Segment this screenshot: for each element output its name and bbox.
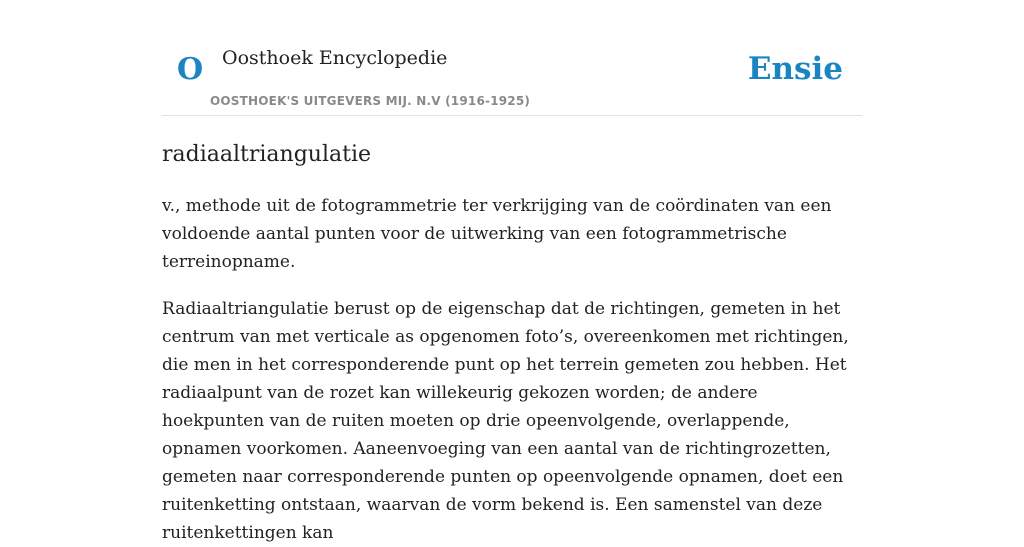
article-paragraph: v., methode uit de fotogrammetrie ter verkrijging van de coördinaten van een voldoende aantal punten voor de uitwerking van een fotogrammetrische terreinopname.	[162, 196, 832, 272]
article-paragraph: Radiaaltriangulatie berust op de eigenschap dat de richtingen, gemeten in het centrum van met verticale as opgenomen foto’s, overeenkomen met richtingen, die men in het corresponderende punt op het terrein gemeten zou hebben. Het radiaalpunt van de rozet kan willekeurig gekozen worden; de andere hoekpunten van de ruiten moeten op drie opeenvolgende, overlappende, opnamen voorkomen. Aaneenvoeging van een aantal van de richtingrozetten, gemeten naar corresponderende punten op opeenvolgende opnamen, doet een ruitenketting ontstaan, waarvan de vorm bekend is. Een samenstel van deze ruitenkettingen kan	[162, 299, 849, 543]
site-title[interactable]: Oosthoek Encyclopedie	[222, 47, 448, 69]
article-headword: radiaaltriangulatie	[162, 142, 371, 167]
page	[162, 0, 862, 543]
publisher-subtitle: OOSTHOEK'S UITGEVERS MIJ. N.V (1916-1925)	[210, 94, 531, 108]
site-header	[162, 0, 862, 116]
article	[162, 140, 862, 547]
ensie-brand-link[interactable]: Ensie	[747, 51, 843, 87]
site-logo[interactable]: O	[177, 52, 204, 87]
